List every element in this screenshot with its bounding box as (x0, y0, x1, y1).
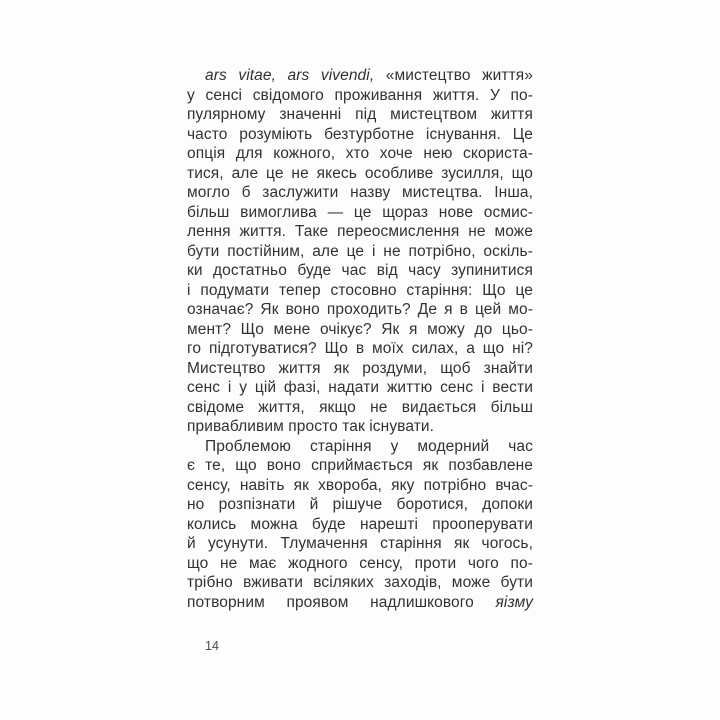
text-line (187, 105, 533, 125)
text-run: у сенсі свідомого проживання життя. У по- (187, 86, 533, 104)
text-line (187, 281, 533, 301)
text-run: і подумати тепер стосовно старіння: Що це (187, 281, 533, 299)
text-run: но розпізнати й рішуче боротися, допоки (187, 496, 533, 513)
text-run: мент? Що мене очікує? Як я можу до цьо- (187, 320, 533, 338)
text-line (187, 183, 533, 203)
text-run: що не має жодного сенсу, проти чого по- (187, 554, 533, 572)
text-run: більш вимоглива — це щораз нове осмис- (187, 203, 533, 221)
text-run: й усунути. Тлумачення старіння як чогось, (187, 535, 533, 552)
text-line (187, 222, 533, 242)
text-run: «мистецтво життя» (374, 67, 533, 84)
text-run: бути постійним, але це і не потрібно, оскіль- (187, 242, 533, 260)
text-line (187, 203, 533, 223)
text-run: сенс і у цій фазі, надати життю сенс і вести (187, 379, 533, 396)
text-run: часто розуміють безтурботне існування. Це (187, 125, 533, 143)
italic-text-run: яізму (495, 593, 533, 611)
text-line (187, 534, 533, 554)
text-run: пулярному значенні під мистецтвом життя (187, 106, 533, 123)
text-line (187, 398, 533, 418)
text-line (187, 515, 533, 535)
text-line (187, 66, 533, 86)
text-run: Проблемою старіння у модерний час (205, 437, 533, 455)
text-run: колись можна буде нарешті прооперувати (187, 515, 533, 533)
text-run: опція для кожного, хто хоче нею скориста- (187, 145, 533, 162)
text-line (187, 437, 533, 457)
italic-text-run: ars vitae, ars vivendi, (205, 67, 375, 84)
page-text-block (187, 66, 533, 612)
text-run: лення життя. Таке переосмислення не може (187, 223, 533, 240)
text-run: сенсу, навіть як хвороба, яку потрібно вчас- (187, 476, 533, 494)
text-line (187, 573, 533, 593)
text-run: є те, що воно сприймається як позбавлене (187, 457, 533, 474)
text-run: привабливим просто так існувати. (187, 418, 435, 435)
text-line (187, 417, 533, 437)
text-line (187, 164, 533, 184)
text-line (187, 261, 533, 281)
text-line (187, 86, 533, 106)
text-run: потворним проявом надлишкового (187, 593, 496, 611)
text-line (187, 554, 533, 574)
text-run: могло б заслужити назву мистецтва. Інша, (187, 184, 533, 201)
text-run: Мистецтво життя як роздуми, щоб знайти (187, 359, 533, 377)
text-run: ки достатньо буде час від часу зупинитися (187, 262, 533, 279)
text-line (187, 339, 533, 359)
text-line (187, 144, 533, 164)
text-run: го підготуватися? Що в моїх силах, а що ні? (187, 340, 533, 357)
text-run: тися, але це не якесь особливе зусилля, що (187, 164, 533, 182)
text-line (187, 456, 533, 476)
text-line (187, 242, 533, 262)
text-line (187, 300, 533, 320)
text-line (187, 320, 533, 340)
text-line (187, 378, 533, 398)
text-run: означає? Як воно проходить? Де я в цей мо- (187, 301, 533, 318)
text-run: трібно вживати всіляких заходів, може бути (187, 574, 533, 591)
text-line (187, 125, 533, 145)
text-line (187, 593, 533, 613)
text-run: свідоме життя, якщо не видається більш (187, 398, 533, 416)
text-line (187, 495, 533, 515)
page-number: 14 (205, 639, 219, 653)
text-line (187, 476, 533, 496)
text-line (187, 359, 533, 379)
